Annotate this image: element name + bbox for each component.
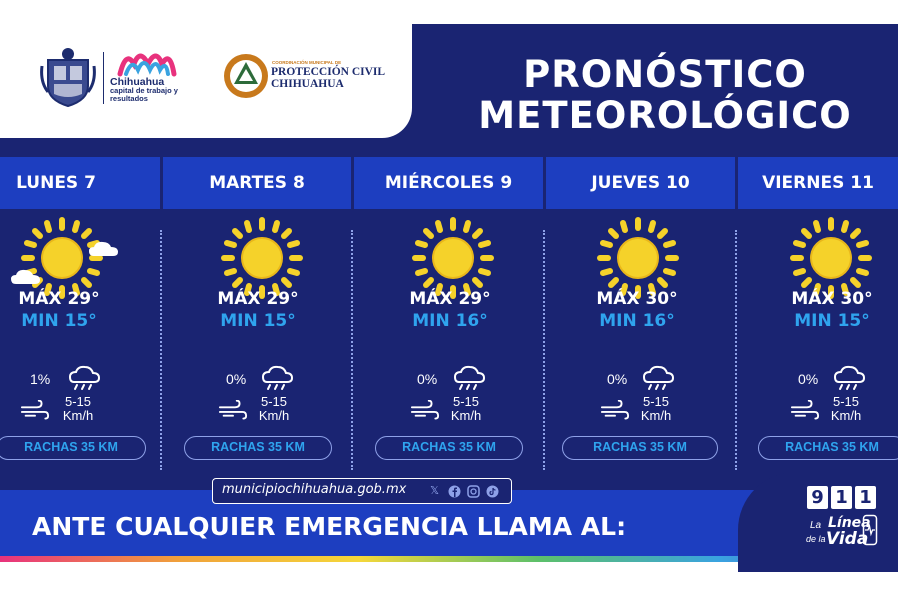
rain-cloud-icon xyxy=(831,364,867,392)
wind-speed xyxy=(636,395,676,423)
sun-icon xyxy=(596,216,680,300)
wind-unit: Km/h xyxy=(640,408,672,423)
sun-icon xyxy=(220,216,304,300)
logo-panel xyxy=(0,24,412,138)
proteccion-civil-icon xyxy=(222,52,270,100)
day-name: LUNES 7 xyxy=(16,173,96,193)
pc-subtitle: COORDINACIÓN MUNICIPAL DE xyxy=(272,60,342,65)
wind-range: 5-15 xyxy=(832,394,860,409)
gust-badge: RACHAS 35 KM xyxy=(375,436,523,460)
website-link[interactable]: municipiochihuahua.gob.mx xyxy=(222,482,407,497)
rain-probability: 0% xyxy=(226,371,247,387)
wind-icon xyxy=(218,400,248,422)
column-divider xyxy=(351,230,353,470)
city-slogan: capital de trabajo y resultados xyxy=(110,86,178,103)
gust-badge: RACHAS 35 KM xyxy=(562,436,718,460)
wind-icon xyxy=(20,400,50,422)
min-temp: MIN 16° xyxy=(412,311,488,331)
wind-unit: Km/h xyxy=(450,408,482,423)
headline-line-2: METEOROLÓGICO xyxy=(478,94,852,137)
rain-probability: 1% xyxy=(30,371,51,387)
brand-dela: de la xyxy=(806,534,826,544)
brand-la: La xyxy=(810,520,822,531)
city-crest-icon xyxy=(40,46,96,108)
min-temp: MIN 15° xyxy=(220,311,296,331)
gust-badge: RACHAS 35 KM xyxy=(0,436,146,460)
column-divider xyxy=(543,230,545,470)
day-name: VIERNES 11 xyxy=(762,173,874,193)
rain-cloud-icon xyxy=(451,364,487,392)
phone-icon xyxy=(862,514,878,546)
rain-cloud-icon xyxy=(640,364,676,392)
brand-vida: Vida xyxy=(826,529,869,549)
max-temp: MÁX 29° xyxy=(409,289,491,309)
tiktok-icon[interactable] xyxy=(486,485,499,498)
wind-icon xyxy=(790,400,820,422)
sun-with-clouds-icon xyxy=(20,216,104,300)
pc-title-line-2: CHIHUAHUA xyxy=(271,78,344,90)
wind-range: 5-15 xyxy=(642,394,670,409)
gust-badge: RACHAS 35 KM xyxy=(184,436,332,460)
wind-icon xyxy=(600,400,630,422)
emergency-message: ANTE CUALQUIER EMERGENCIA LLAMA AL: xyxy=(32,512,627,541)
rain-probability: 0% xyxy=(798,371,819,387)
wind-unit: Km/h xyxy=(830,408,862,423)
max-temp: MÁX 29° xyxy=(18,289,100,309)
instagram-icon[interactable] xyxy=(467,485,480,498)
max-temp: MÁX 30° xyxy=(596,289,678,309)
wind-range: 5-15 xyxy=(452,394,480,409)
wind-speed xyxy=(826,395,866,423)
min-temp: MIN 15° xyxy=(21,311,97,331)
day-name: MIÉRCOLES 9 xyxy=(384,173,513,193)
emergency-number-digit[interactable]: 1 xyxy=(855,486,876,509)
brand-linea: Línea xyxy=(828,515,871,531)
min-temp: MIN 15° xyxy=(794,311,870,331)
page-title xyxy=(430,54,898,136)
emergency-number-digit[interactable]: 1 xyxy=(831,486,852,509)
gust-badge: RACHAS 35 KM xyxy=(758,436,898,460)
cloud-icon xyxy=(88,240,120,258)
wind-range: 5-15 xyxy=(64,394,92,409)
min-temp: MIN 16° xyxy=(599,311,675,331)
wind-icon xyxy=(410,400,440,422)
wind-unit: Km/h xyxy=(62,408,94,423)
rain-cloud-icon xyxy=(66,364,102,392)
wind-speed xyxy=(446,395,486,423)
wind-range: 5-15 xyxy=(260,394,288,409)
max-temp: MÁX 30° xyxy=(791,289,873,309)
sun-icon xyxy=(789,216,873,300)
headline-line-1: PRONÓSTICO xyxy=(523,53,807,96)
wind-speed xyxy=(254,395,294,423)
city-brand-name: Chihuahua xyxy=(110,76,165,88)
pc-title-line-1: PROTECCIÓN CIVIL xyxy=(271,66,386,78)
cloud-icon xyxy=(10,268,42,286)
max-temp: MÁX 29° xyxy=(217,289,299,309)
sun-icon xyxy=(411,216,495,300)
day-name: JUEVES 10 xyxy=(591,173,690,193)
rain-probability: 0% xyxy=(417,371,438,387)
day-name: MARTES 8 xyxy=(209,173,305,193)
logo-divider xyxy=(103,52,104,104)
column-divider xyxy=(160,230,162,470)
column-divider xyxy=(735,230,737,470)
rain-probability: 0% xyxy=(607,371,628,387)
wind-unit: Km/h xyxy=(258,408,290,423)
wind-speed xyxy=(58,395,98,423)
x-icon[interactable]: 𝕏 xyxy=(430,485,439,497)
emergency-number-digit[interactable]: 9 xyxy=(807,486,828,509)
rain-cloud-icon xyxy=(259,364,295,392)
facebook-icon[interactable] xyxy=(448,485,461,498)
